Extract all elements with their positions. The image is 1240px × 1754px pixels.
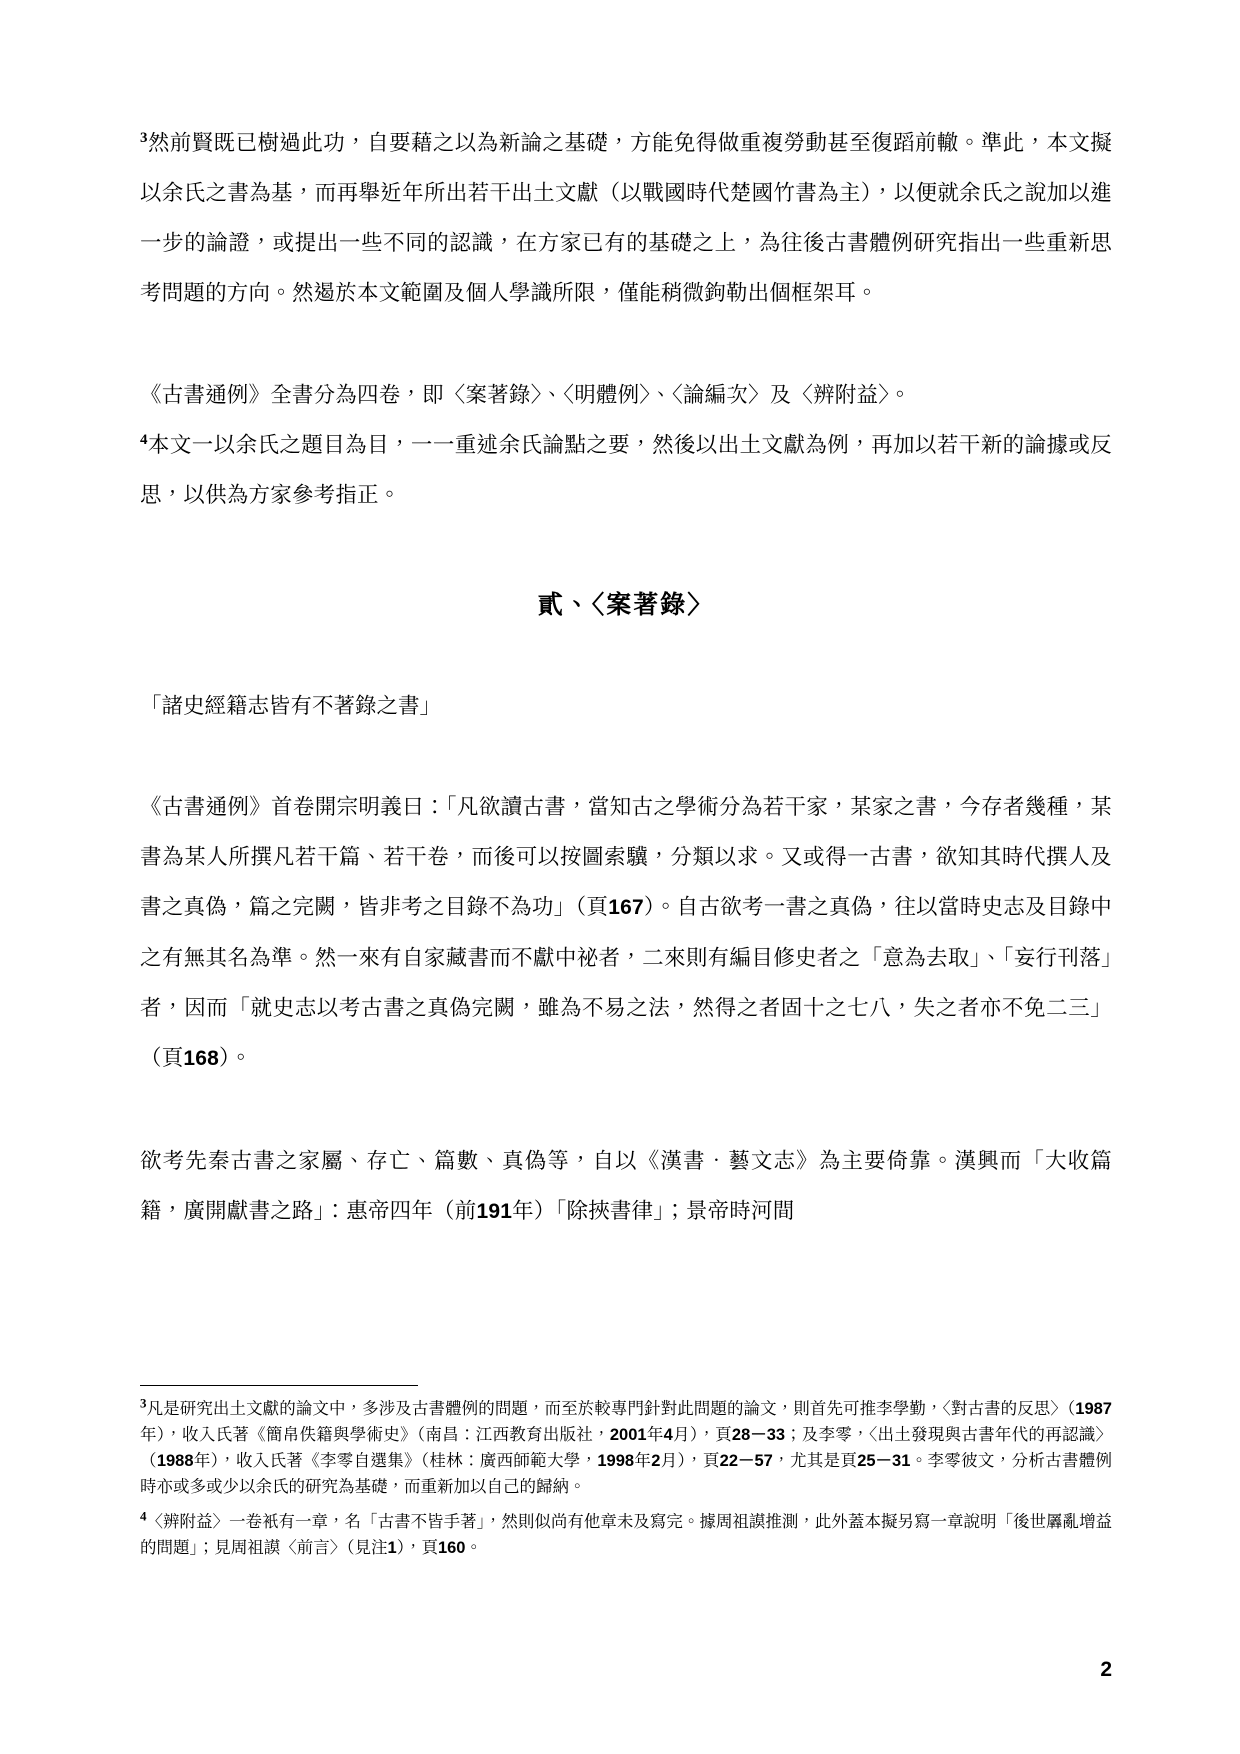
page-body [140, 118, 1112, 1237]
footnote-3-text-10: 年），收入氏著《李零自選集》（桂林：廣西師範大學， [193, 1451, 598, 1470]
section-heading: 貳、〈案著錄〉 [537, 592, 715, 619]
footnote-number-3[interactable]: 3 [140, 1395, 147, 1411]
page-reference-168: 168 [183, 1047, 220, 1070]
footnote-4-text-4: 。 [465, 1538, 482, 1557]
footnote-3-bold-13: 2 [651, 1452, 661, 1470]
paragraph-4-text-part-1: 《古書通例》首卷開宗明義曰：「凡欲讀古書，當知古之學術分為若干家，某家之書，今存者幾種，某書為某人所撰凡若干篇、若干卷，而後可以按圖索驥，分類以求。又或得一古書，欲知其時代撰人及書之真偽，篇之完闕，皆非考之目錄不為功」（頁 [140, 795, 1112, 919]
footnote-4-text-0: 〈辨附益〉一卷衹有一章，名「古書不皆手著」，然則似尚有他章未及寫完。據周祖謨推測，此外蓋本擬另寫一章說明「後世羼亂增益的問題」；見周祖謨〈前言〉（見注 [140, 1512, 1112, 1557]
footnote-3-text-4: 年 [646, 1425, 664, 1444]
sub-heading: 「諸史經籍志皆有不著錄之書」 [140, 694, 442, 718]
paragraph-4-text-part-2: ）。自古欲考一書之真偽，往以當時史志及目錄中之有無其名為準。然一來有自家藏書而不獻中祕者，二來則有編目修史者之「意為去取」、「妄行刊落」者，因而「就史志以考古書之真偽完闕，雖為不易之法，然得之者固十之七八，失之者亦不免二三」（頁 [140, 895, 1113, 1070]
paragraph-2-text: 《古書通例》全書分為四卷，即〈案著錄〉、〈明體例〉、〈論編次〉及〈辨附益〉。 [140, 383, 911, 407]
footnote-number-4[interactable]: 4 [140, 1508, 147, 1524]
footnote-4-bold-3: 160 [437, 1539, 466, 1557]
paragraph-5-text-part-1: 欲考先秦古書之家屬、存亡、篇數、真偽等，自以《漢書‧藝文志》為主要倚靠。漢興而「大收篇籍，廣開獻書之路」：惠帝四年（前 [140, 1149, 1112, 1223]
footnote-3-text-14: 月），頁 [660, 1451, 720, 1470]
footnote-marker-3[interactable]: 3 [140, 129, 148, 146]
paragraph-1 [140, 118, 1112, 318]
footnote-3-text-0: 凡是研究出土文獻的論文中，多涉及古書體例的問題，而至於較專門針對此問題的論文，則首先可推李學勤，〈對古書的反思〉（ [146, 1399, 1076, 1418]
page-number: 2 [1100, 1658, 1112, 1681]
footnote-3-text-2: 年），收入氏著《簡帛佚籍與學術史》（南昌：江西教育出版社， [140, 1425, 610, 1444]
footnote-3-bold-3: 2001 [609, 1426, 647, 1444]
footnote-4-text-2: ），頁 [396, 1538, 438, 1557]
footnote-4-bold-1: 1 [387, 1539, 397, 1557]
paragraph-1-text: 然前賢既已樹過此功，自要藉之以為新論之基礎，方能免得做重複勞動甚至復蹈前轍。準此，本文擬以余氏之書為基，而再舉近年所出若干出土文獻（以戰國時代楚國竹書為主），以便就余氏之說加以進一步的論證，或提出一些不同的認識，在方家已有的基礎之上，為往後古書體例研究指出一些重新思考問題的方向。然遏於本文範圍及個人學識所限，僅能稍微鉤勒出個框架耳。 [140, 131, 1112, 305]
footnote-3-bold-1: 1987 [1075, 1400, 1112, 1418]
paragraph-4 [140, 782, 1112, 1084]
footnote-marker-4[interactable]: 4 [140, 431, 148, 448]
footnote-3-text-8: ；及李零，〈出土發現與古書年代的再認識〉（ [140, 1425, 1113, 1470]
page-reference-167: 167 [608, 896, 644, 919]
spacer [140, 520, 1112, 582]
footnote-3 [140, 1396, 1112, 1500]
spacer [140, 730, 1112, 782]
footnote-4 [140, 1509, 1112, 1561]
spacer [140, 1084, 1112, 1136]
year-reference-191: 191 [476, 1200, 513, 1223]
footnote-block [140, 1385, 1112, 1570]
paragraph-4-text-part-3: ）。 [219, 1046, 252, 1070]
paragraph-3 [140, 420, 1112, 520]
footnote-3-bold-9: 1988 [156, 1452, 194, 1470]
footnote-3-bold-11: 1998 [597, 1452, 635, 1470]
footnote-3-text-18: 。李零彼文，分析古書體例時亦或多或少以余氏的研究為基礎，而重新加以自己的歸納。 [140, 1451, 1113, 1496]
footnote-3-bold-5: 4 [663, 1426, 673, 1444]
spacer [140, 630, 1112, 682]
footnote-3-bold-7: 28－33 [731, 1426, 786, 1444]
footnote-3-text-12: 年 [634, 1451, 652, 1470]
footnote-3-text-6: 月），頁 [672, 1425, 732, 1444]
footnote-3-text-16: ，尤其是頁 [772, 1451, 858, 1470]
spacer [140, 318, 1112, 370]
paragraph-5-text-part-2: 年）「除挾書律」；景帝時河間 [512, 1199, 795, 1223]
footnote-3-bold-17: 25－31 [857, 1452, 911, 1470]
paragraph-2 [140, 370, 1112, 420]
footnote-3-bold-15: 22－57 [719, 1452, 773, 1470]
paragraph-5 [140, 1136, 1112, 1237]
footnote-separator-rule [140, 1385, 418, 1386]
footnote-list [140, 1396, 1112, 1561]
paragraph-3-text: 本文一以余氏之題目為目，一一重述余氏論點之要，然後以出土文獻為例，再加以若干新的論據或反思，以供為方家參考指正。 [140, 433, 1112, 507]
